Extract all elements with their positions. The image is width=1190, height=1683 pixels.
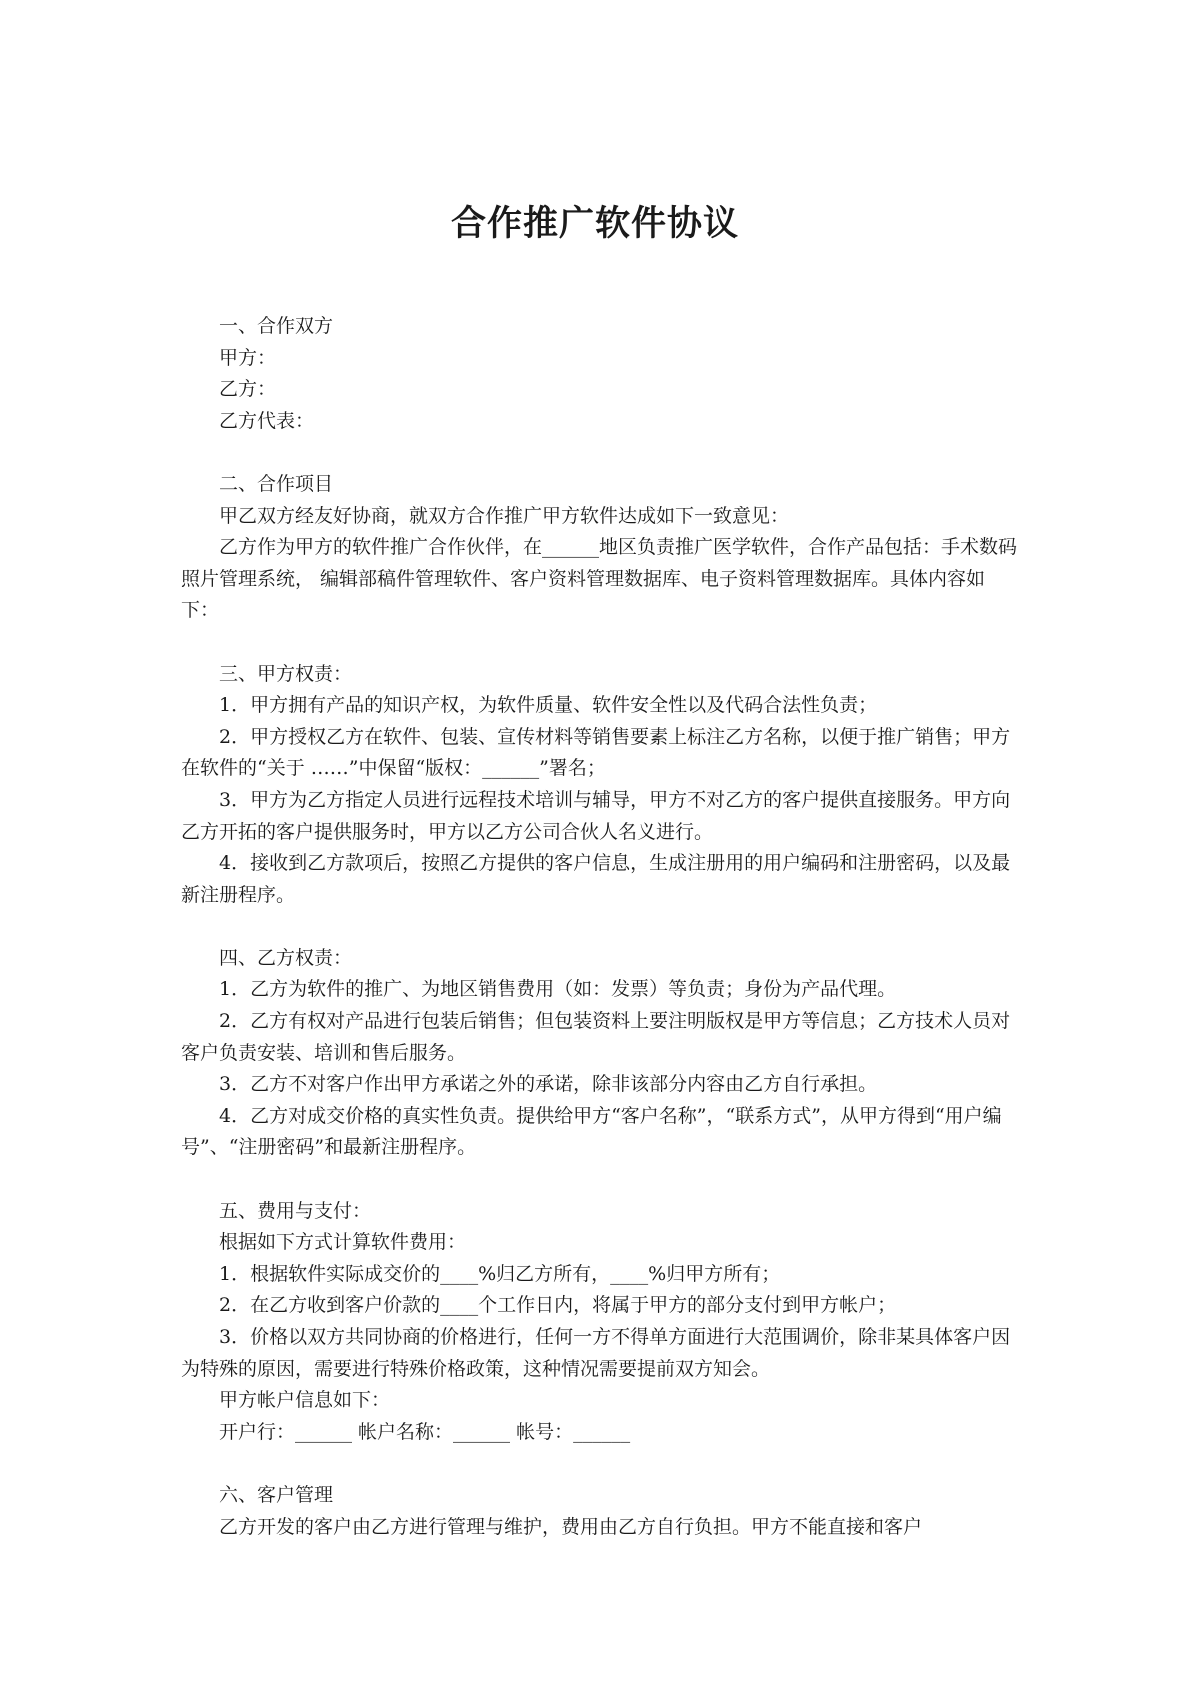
section-spacer	[181, 911, 1021, 943]
paragraph: 甲方帐户信息如下：	[219, 1389, 391, 1412]
paragraph: 根据如下方式计算软件费用：	[219, 1231, 467, 1254]
section-heading: 五、费用与支付：	[219, 1199, 372, 1222]
paragraph: 乙方开发的客户由乙方进行管理与维护，费用由乙方自行负担。甲方不能直接和客户	[219, 1515, 923, 1538]
paragraph: 1．根据软件实际成交价的____%归乙方所有，____%归甲方所有；	[219, 1262, 781, 1285]
paragraph: 4．乙方对成交价格的真实性负责。提供给甲方“客户名称”，“联系方式”，从甲方得到“用户编号”、“注册密码”和最新注册程序。	[181, 1104, 1002, 1159]
section-heading: 四、乙方权责：	[219, 946, 353, 969]
paragraph: 3．价格以双方共同协商的价格进行，任何一方不得单方面进行大范围调价，除非某具体客户因为特殊的原因，需要进行特殊价格政策，这种情况需要提前双方知会。	[181, 1326, 1011, 1380]
paragraph: 3．甲方为乙方指定人员进行远程技术培训与辅导，甲方不对乙方的客户提供直接服务。甲方向乙方开拓的客户提供服务时，甲方以乙方公司合伙人名义进行。	[181, 788, 1011, 843]
document-title: 合作推广软件协议	[450, 204, 739, 244]
section-heading: 二、合作项目	[219, 472, 334, 495]
section-heading: 一、合作双方	[219, 315, 334, 337]
section-heading: 三、甲方权责：	[219, 662, 353, 685]
paragraph: 3．乙方不对客户作出甲方承诺之外的承诺，除非该部分内容由乙方自行承担。	[219, 1073, 878, 1096]
paragraph: 甲方：	[219, 346, 277, 369]
section-spacer	[181, 1164, 1021, 1196]
paragraph: 开户行：______ 帐户名称：______ 帐号：______	[219, 1420, 631, 1443]
paragraph: 2．甲方授权乙方在软件、包装、宣传材料等销售要素上标注乙方名称，以便于推广销售；甲方在软件的“关于 ……”中保留“版权：______”署名；	[181, 725, 1011, 780]
document-body	[181, 311, 1021, 1543]
paragraph: 2．乙方有权对产品进行包装后销售；但包装资料上要注明版权是甲方等信息；乙方技术人员对客户负责安装、培训和售后服务。	[181, 1010, 1011, 1064]
section-spacer	[181, 437, 1021, 469]
paragraph: 1．乙方为软件的推广、为地区销售费用（如：发票）等负责；身份为产品代理。	[219, 978, 897, 1001]
paragraph: 1．甲方拥有产品的知识产权，为软件质量、软件安全性以及代码合法性负责；	[219, 694, 878, 717]
paragraph: 4．接收到乙方款项后，按照乙方提供的客户信息，生成注册用的用户编码和注册密码，以及最新注册程序。	[181, 852, 1011, 906]
paragraph: 乙方：	[219, 378, 277, 401]
paragraph: 乙方作为甲方的软件推广合作伙伴，在______地区负责推广医学软件，合作产品包括：手术数码照片管理系统， 编辑部稿件管理软件、客户资料管理数据库、电子资料管理数据库。具体内容如下：	[181, 536, 1018, 622]
section-spacer	[181, 1448, 1021, 1480]
section-spacer	[181, 627, 1021, 659]
paragraph: 甲乙双方经友好协商，就双方合作推广甲方软件达成如下一致意见：	[219, 504, 790, 527]
section-heading: 六、客户管理	[219, 1483, 334, 1506]
paragraph: 2．在乙方收到客户价款的____个工作日内，将属于甲方的部分支付到甲方帐户；	[219, 1294, 897, 1317]
paragraph: 乙方代表：	[219, 409, 315, 432]
